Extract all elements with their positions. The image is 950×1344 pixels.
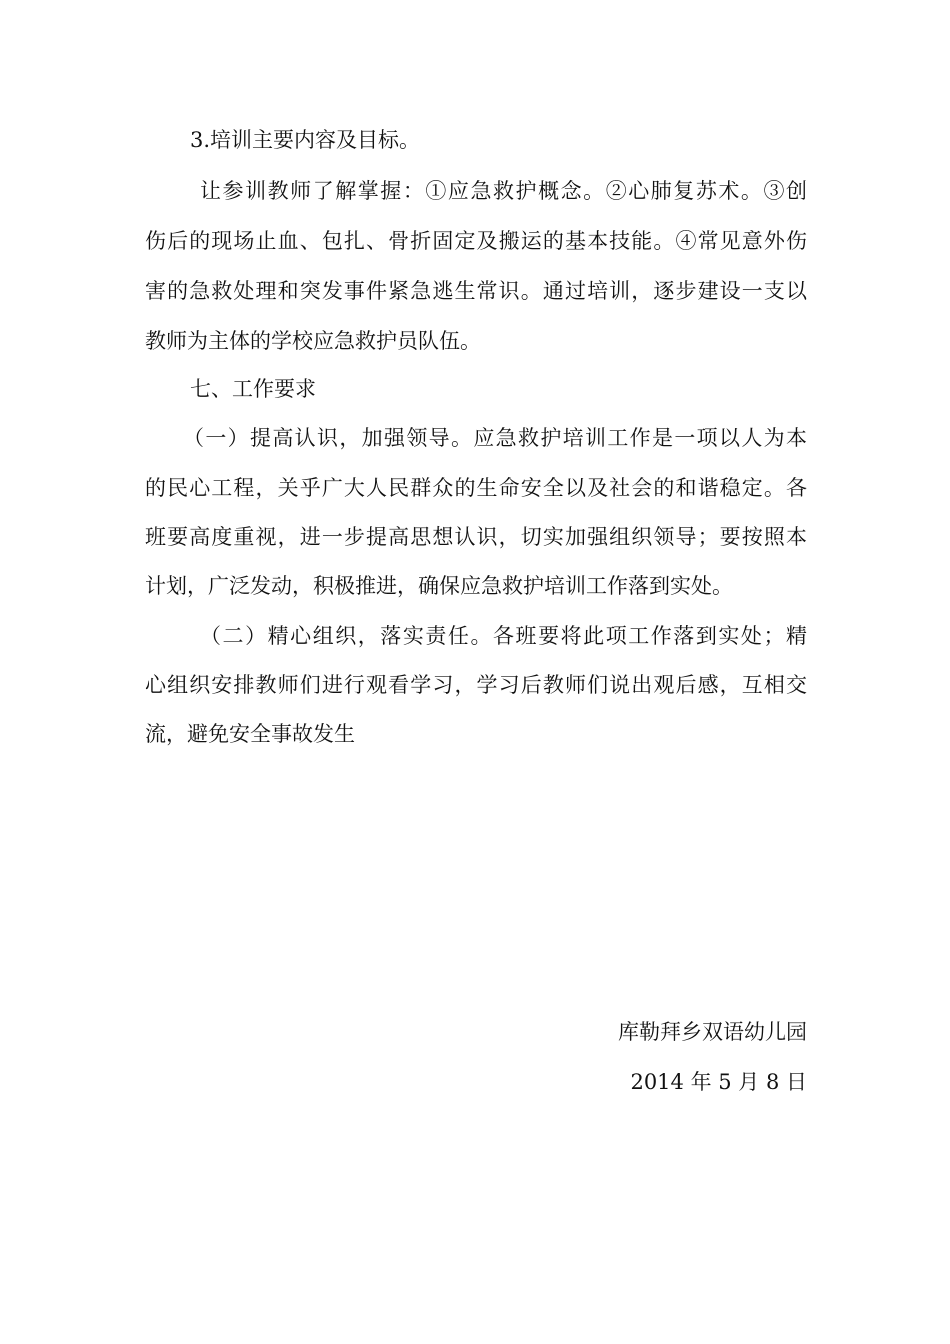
- section-7-para-1-line-2: 的民心工程，关乎广大人民群众的生命安全以及社会的和谐稳定。各: [145, 476, 807, 500]
- section-7-para-1-line-4: 计划，广泛发动，积极推进，确保应急救护培训工作落到实处。: [145, 574, 733, 598]
- section-7-para-1-line-3: 班要高度重视，进一步提高思想认识，切实加强组织领导；要按照本: [145, 525, 807, 549]
- section-7-para-2-line-1: （二）精心组织，落实责任。各班要将此项工作落到实处；精: [200, 624, 807, 648]
- signature-date: 2014 年 5 月 8 日: [630, 1070, 807, 1094]
- section-7-heading: 七、工作要求: [190, 377, 316, 401]
- section-3-line-1: 让参训教师了解掌握：①应急救护概念。②心肺复苏术。③创: [200, 179, 807, 203]
- section-3-line-2: 伤后的现场止血、包扎、骨折固定及搬运的基本技能。④常见意外伤: [145, 229, 807, 253]
- section-7-para-1-line-1: （一）提高认识，加强领导。应急救护培训工作是一项以人为本: [183, 426, 807, 450]
- section-7-para-2-line-3: 流，避免安全事故发生: [145, 722, 355, 746]
- section-3-heading: 3.培训主要内容及目标。: [190, 128, 421, 152]
- section-3-line-3: 害的急救处理和突发事件紧急逃生常识。通过培训，逐步建设一支以: [145, 279, 807, 303]
- section-7-para-2-line-2: 心组织安排教师们进行观看学习，学习后教师们说出观后感，互相交: [145, 673, 807, 697]
- signature-organization: 库勒拜乡双语幼儿园: [618, 1020, 807, 1044]
- section-3-line-4: 教师为主体的学校应急救护员队伍。: [145, 329, 481, 353]
